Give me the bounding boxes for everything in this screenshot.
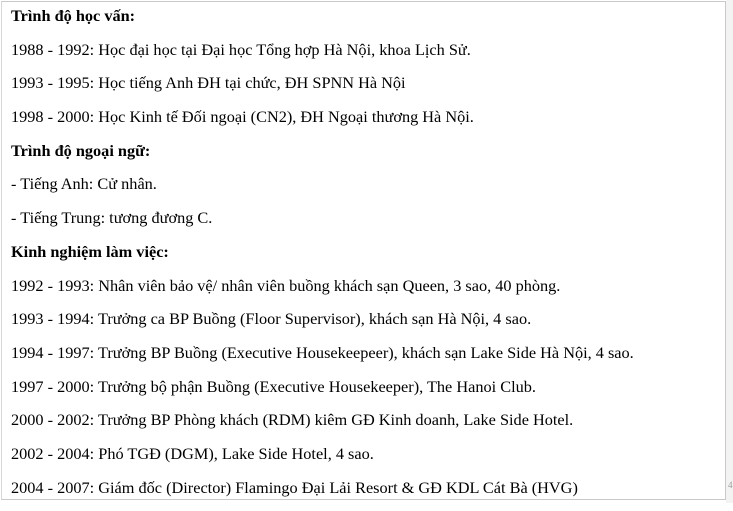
- education-item: 1988 - 1992: Học đại học tại Đại học Tổng hợp Hà Nội, khoa Lịch Sử.: [11, 39, 471, 59]
- experience-heading: Kinh nghiệm làm việc:: [11, 241, 169, 261]
- experience-item: 1997 - 2000: Trưởng bộ phận Buồng (Executive Housekeeper), The Hanoi Club.: [11, 376, 536, 396]
- education-item: 1998 - 2000: Học Kinh tế Đối ngoại (CN2), ĐH Ngoại thương Hà Nội.: [11, 107, 474, 127]
- experience-item: 1994 - 1997: Trưởng BP Buồng (Executive Housekeepeer), khách sạn Lake Side Hà Nội, 4 sao.: [11, 342, 634, 362]
- education-heading: Trình độ học vấn:: [11, 6, 136, 25]
- page-marker: 4: [728, 480, 733, 490]
- page-edge: [726, 0, 733, 503]
- experience-item: 1993 - 1994: Trưởng ca BP Buồng (Floor Supervisor), khách sạn Hà Nội, 4 sao.: [11, 309, 532, 329]
- education-item: 1993 - 1995: Học tiếng Anh ĐH tại chức, ĐH SPNN Hà Nội: [11, 73, 406, 93]
- experience-item: 1992 - 1993: Nhân viên bảo vệ/ nhân viên buồng khách sạn Queen, 3 sao, 40 phòng.: [11, 275, 561, 295]
- language-item: - Tiếng Trung: tương đương C.: [11, 208, 213, 228]
- experience-item: 2000 - 2002: Trưởng BP Phòng khách (RDM) kiêm GĐ Kinh doanh, Lake Side Hotel.: [11, 410, 574, 430]
- experience-item: 2002 - 2004: Phó TGĐ (DGM), Lake Side Hotel, 4 sao.: [11, 443, 374, 463]
- document-body: [11, 6, 726, 511]
- language-item: - Tiếng Anh: Cử nhân.: [11, 174, 157, 194]
- experience-item: 2004 - 2007: Giám đốc (Director) Flamingo Đại Lải Resort & GĐ KDL Cát Bà (HVG): [11, 477, 578, 497]
- languages-heading: Trình độ ngoại ngữ:: [11, 140, 151, 160]
